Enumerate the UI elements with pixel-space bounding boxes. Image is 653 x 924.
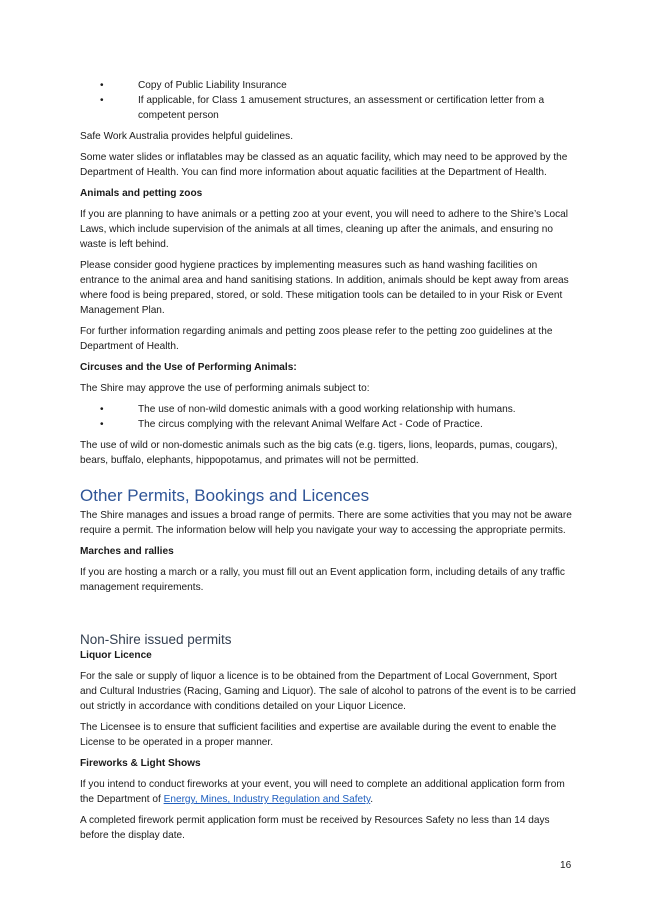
paragraph: For further information regarding animals and petting zoos please refer to the petting zoo guidelines at the Department of Health. <box>80 326 553 352</box>
paragraph <box>80 777 576 807</box>
heading-other-permits: Other Permits, Bookings and Licences <box>80 486 370 505</box>
section-heading: Circuses and the Use of Performing Animals: <box>80 362 297 373</box>
section-heading: Fireworks & Light Shows <box>80 758 201 769</box>
paragraph: Some water slides or inflatables may be classed as an aquatic facility, which may need to be approved by the Department of Health. You can find more information about aquatic facilities at the Department of Health. <box>80 152 568 178</box>
heading-non-shire-permits: Non-Shire issued permits <box>80 632 232 647</box>
paragraph: A completed firework permit application form must be received by Resources Safety no less than 14 days before the display date. <box>80 815 550 841</box>
requirements-list <box>80 78 576 123</box>
text-span: If you intend to conduct fireworks at your event, you will need to complete an additional application form from the Department of <box>80 779 565 805</box>
circus-conditions-list <box>80 402 576 432</box>
paragraph: The Shire may approve the use of performing animals subject to: <box>80 383 370 394</box>
section-heading: Animals and petting zoos <box>80 188 203 199</box>
page-number: 16 <box>560 860 572 871</box>
document-page <box>80 78 576 849</box>
paragraph: The Licensee is to ensure that sufficient facilities and expertise are available during the event to enable the License to be operated in a proper manner. <box>80 722 557 748</box>
section-heading: Liquor Licence <box>80 650 152 661</box>
paragraph: If you are planning to have animals or a petting zoo at your event, you will need to adhere to the Shire’s Local Laws, which include supervision of the animals at all times, cleaning up after the animals, and ensuring no waste is left behind. <box>80 209 568 250</box>
text-span: . <box>370 794 374 805</box>
paragraph: Safe Work Australia provides helpful guidelines. <box>80 131 294 142</box>
paragraph: Please consider good hygiene practices by implementing measures such as hand washing facilities on entrance to the animal area and hand sanitising stations. In addition, animals should be kept away from areas where food is being prepared, stored, or sold. These mitigation tools can be detailed to in your Risk or Event Management Plan. <box>80 260 569 316</box>
list-item: • Copy of Public Liability Insurance <box>80 78 576 93</box>
list-item: • The use of non-wild domestic animals with a good working relationship with humans. <box>80 402 576 417</box>
paragraph: The use of wild or non-domestic animals such as the big cats (e.g. tigers, lions, leopards, pumas, cougars), bears, buffalo, elephants, hippopotamus, and primates will not be permitted. <box>80 440 558 466</box>
paragraph: If you are hosting a march or a rally, you must fill out an Event application form, including details of any traffic management requirements. <box>80 567 565 593</box>
dmirs-link[interactable]: Energy, Mines, Industry Regulation and Safety <box>163 794 371 805</box>
spacer <box>80 601 576 631</box>
list-item: • The circus complying with the relevant Animal Welfare Act - Code of Practice. <box>80 417 576 432</box>
paragraph: The Shire manages and issues a broad range of permits. There are some activities that you may not be aware require a permit. The information below will help you navigate your way to accessing the appropriate permits. <box>80 510 572 536</box>
section-heading: Marches and rallies <box>80 546 174 557</box>
list-item: • If applicable, for Class 1 amusement structures, an assessment or certification letter from a competent person <box>80 93 576 123</box>
paragraph: For the sale or supply of liquor a licence is to be obtained from the Department of Local Government, Sport and Cultural Industries (Racing, Gaming and Liquor). The sale of alcohol to patrons of the event is to be carried out strictly in accordance with conditions detailed on your Liquor Licence. <box>80 671 576 712</box>
